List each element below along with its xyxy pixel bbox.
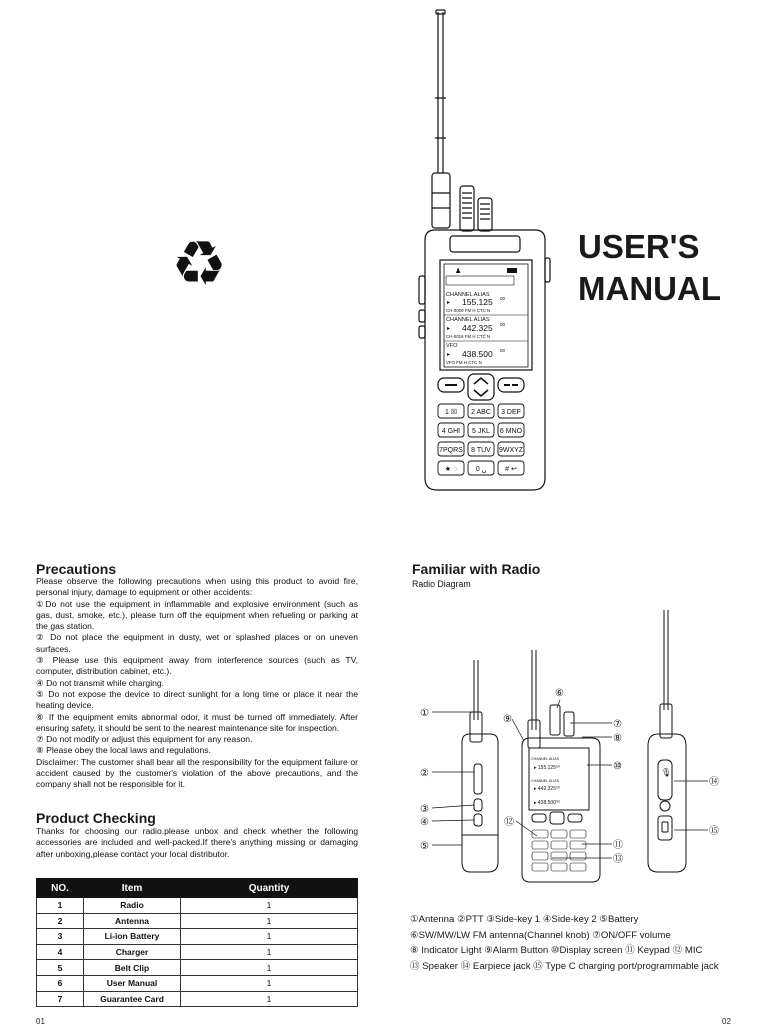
keypad-key-label: 0 ␣ — [475, 466, 487, 473]
cell-qty: 1 — [181, 960, 358, 976]
lcd-row1-info: CH-0009 FM H CTC N — [446, 308, 491, 313]
keypad-key-label: 2 ABC — [471, 409, 491, 416]
keypad-key-label: ★ ◌ — [444, 466, 458, 473]
cell-qty: 1 — [181, 898, 358, 914]
mini-keypad-key — [551, 841, 567, 849]
callout-antenna: ① — [420, 708, 429, 719]
lcd-row1-freq: 155.125 — [462, 297, 493, 307]
precaution-disclaimer: Disclaimer: The customer shall bear all the responsibility for the equipment failure or accident caused by the customer's violation of the above precautions, and the company shall not be responsible for it. — [36, 756, 358, 790]
mini-keypad-key — [570, 841, 586, 849]
mini-keypad-key — [570, 830, 586, 838]
mini-keypad-key — [570, 863, 586, 871]
precaution-paragraph: ⑤ Do not expose the device to direct sunlight for a long time or place it near the heating device. — [36, 688, 358, 711]
cell-qty: 1 — [181, 944, 358, 960]
radio-diagram-subheading: Radio Diagram — [412, 579, 471, 589]
legend-line: ⑥SW/MW/LW FM antenna(Channel knob) ⑦ON/OFF volume — [410, 929, 671, 941]
cell-no: 6 — [37, 975, 84, 991]
precautions-body — [36, 576, 358, 791]
lcd-row3-sup: 00 — [500, 348, 506, 353]
mini-keypad-key — [570, 852, 586, 860]
keypad-key-label: 3 DEF — [501, 409, 521, 416]
manual-title — [578, 226, 721, 310]
side-view-left — [462, 660, 498, 872]
svg-text:🎙: 🎙 — [661, 768, 672, 777]
callout-volume: ⑦ — [613, 719, 622, 730]
table-row — [37, 960, 358, 976]
radio-diagram — [412, 600, 752, 890]
callout-indicator-light: ⑧ — [613, 733, 622, 744]
svg-text:♟: ♟ — [455, 268, 462, 275]
cell-qty: 1 — [181, 913, 358, 929]
precaution-paragraph: ⑥ If the equipment emits abnormal odor, it must be turned off immediately. After ensuring safety, it should be sent to the nearest maintenance site for inspection. — [36, 711, 358, 733]
cell-no: 4 — [37, 944, 84, 960]
table-row — [37, 898, 358, 914]
callout-mic: ⑫ — [504, 817, 514, 828]
svg-text:▸ 442.325⁰⁰: ▸ 442.325⁰⁰ — [534, 786, 560, 792]
table-row — [37, 991, 358, 1007]
radio-illustration — [410, 8, 560, 498]
cell-item: Belt Clip — [84, 960, 181, 976]
callout-speaker: ⑬ — [613, 854, 623, 865]
cell-item: Li-ion Battery — [84, 929, 181, 945]
cell-item: Guarantee Card — [84, 991, 181, 1007]
keypad-key-label: # ↩ — [505, 466, 517, 473]
precaution-paragraph: ⑧ Please obey the local laws and regulations. — [36, 745, 211, 756]
cell-no: 2 — [37, 913, 84, 929]
radio-legend — [410, 912, 760, 974]
legend-line: ①Antenna ②PTT ③Side-key 1 ④Side-key 2 ⑤Battery — [410, 914, 639, 925]
callout-type-c-port: ⑮ — [709, 826, 719, 837]
svg-text:CHANNEL ALIAS: CHANNEL ALIAS — [531, 757, 560, 761]
cell-no: 3 — [37, 929, 84, 945]
keypad-key-label: 7PQRS — [439, 447, 463, 454]
recycle-icon — [168, 233, 230, 293]
cell-qty: 1 — [181, 991, 358, 1007]
cell-qty: 1 — [181, 929, 358, 945]
cell-item: Antenna — [84, 913, 181, 929]
svg-text:▸: ▸ — [447, 326, 451, 332]
keypad-key-label: 1 ☒ — [444, 409, 458, 416]
callout-alarm-button: ⑨ — [503, 714, 512, 725]
cell-no: 1 — [37, 898, 84, 914]
callout-keypad: ⑪ — [613, 840, 623, 851]
table-row — [37, 913, 358, 929]
side-view-right — [648, 610, 686, 872]
mini-keypad-key — [532, 863, 548, 871]
header-item: Item — [84, 879, 181, 898]
keypad-key-label: 8 TUV — [471, 447, 491, 454]
lcd-row3-info: VFO FM H CTC N — [446, 360, 482, 365]
front-view — [522, 650, 600, 882]
mini-keypad-key — [532, 841, 548, 849]
lcd-row2-freq: 442.325 — [462, 323, 493, 333]
lcd-row2-info: CH-0016 FM H CTC N — [446, 334, 491, 339]
keypad-key-label: 9WXYZ — [498, 447, 524, 454]
lcd-row1-label: CHANNEL ALIAS — [446, 292, 490, 298]
lcd-row2-sup: 00 — [500, 322, 506, 327]
cell-no: 5 — [37, 960, 84, 976]
precaution-paragraph: ④ Do not transmit while charging. — [36, 677, 165, 688]
keypad-key-label: 5 JKL — [472, 428, 490, 435]
mini-keypad-key — [551, 863, 567, 871]
product-checking-heading: Product Checking — [36, 810, 156, 826]
callout-display-screen: ⑩ — [613, 761, 622, 772]
cell-no: 7 — [37, 991, 84, 1007]
lcd-row3-freq: 438.500 — [462, 349, 493, 359]
svg-text:CHANNEL ALIAS: CHANNEL ALIAS — [531, 779, 560, 783]
cell-item: Charger — [84, 944, 181, 960]
svg-text:▸ 155.125⁰⁰: ▸ 155.125⁰⁰ — [534, 765, 560, 771]
familiar-heading: Familiar with Radio — [412, 561, 541, 577]
callout-side-key-1: ③ — [420, 804, 429, 815]
precaution-paragraph: ⑦ Do not modify or adjust this equipment for any reason. — [36, 734, 253, 745]
mini-keypad-key — [551, 830, 567, 838]
precaution-paragraph: Please observe the following precautions when using this product to avoid fire, personal injury, damage to equipment or other accidents: — [36, 576, 358, 598]
header-quantity: Quantity — [181, 879, 358, 898]
svg-text:♻: ♻ — [171, 233, 227, 293]
precautions-heading: Precautions — [36, 561, 117, 577]
title-line-2: MANUAL — [578, 270, 721, 307]
callout-fm-antenna: ⑥ — [555, 688, 564, 699]
table-row — [37, 944, 358, 960]
svg-text:▸ 438.500⁰⁰: ▸ 438.500⁰⁰ — [534, 800, 560, 806]
product-checking-text: Thanks for choosing our radio.please unbox and check whether the following accessories are included and well-packed.If there's anything missing or damaging after unboxing,please contact your local distributor. — [36, 826, 358, 859]
header-no: NO. — [37, 879, 84, 898]
svg-text:▸: ▸ — [447, 300, 451, 306]
lcd-row2-label: CHANNEL ALIAS — [446, 317, 490, 323]
page-number-right: 02 — [722, 1017, 731, 1026]
cell-qty: 1 — [181, 975, 358, 991]
cell-item: Radio — [84, 898, 181, 914]
callout-side-key-2: ④ — [420, 817, 429, 828]
precaution-paragraph: ② Do not place the equipment in dusty, wet or splashed places or on uneven surfaces. — [36, 632, 358, 654]
lcd-row1-sup: 00 — [500, 296, 506, 301]
legend-line: ⑬ Speaker ⑭ Earpiece jack ⑮ Type C charging port/programmable jack — [410, 960, 719, 972]
callout-battery: ⑤ — [420, 841, 429, 852]
page-number-left: 01 — [36, 1017, 45, 1026]
title-line-1: USER'S — [578, 228, 700, 265]
table-header-row — [37, 879, 358, 898]
precaution-paragraph: ③ Please use this equipment away from interference sources (such as TV, computer, distribution cabinet, etc.). — [36, 655, 358, 677]
mini-keypad-key — [532, 852, 548, 860]
table-row — [37, 975, 358, 991]
keypad-key-label: 6 MNO — [499, 428, 523, 435]
callout-ptt: ② — [420, 768, 429, 779]
accessories-table — [36, 878, 358, 1007]
callout-earpiece-jack: ⑭ — [709, 777, 719, 788]
cell-item: User Manual — [84, 975, 181, 991]
svg-text:▸: ▸ — [447, 352, 451, 358]
precaution-paragraph: ①Do not use the equipment in inflammable and explosive environment (such as gas, dust, smoke, etc.), please turn off the equipment when refueling or parking at the gas station. — [36, 598, 358, 632]
legend-line: ⑧ Indicator Light ⑨Alarm Button ⑩Display screen ⑪ Keypad ⑫ MIC — [410, 945, 703, 956]
mini-keypad-key — [551, 852, 567, 860]
table-row — [37, 929, 358, 945]
lcd-row3-label: VFO — [446, 343, 458, 349]
keypad-key-label: 4 GHI — [441, 428, 461, 435]
